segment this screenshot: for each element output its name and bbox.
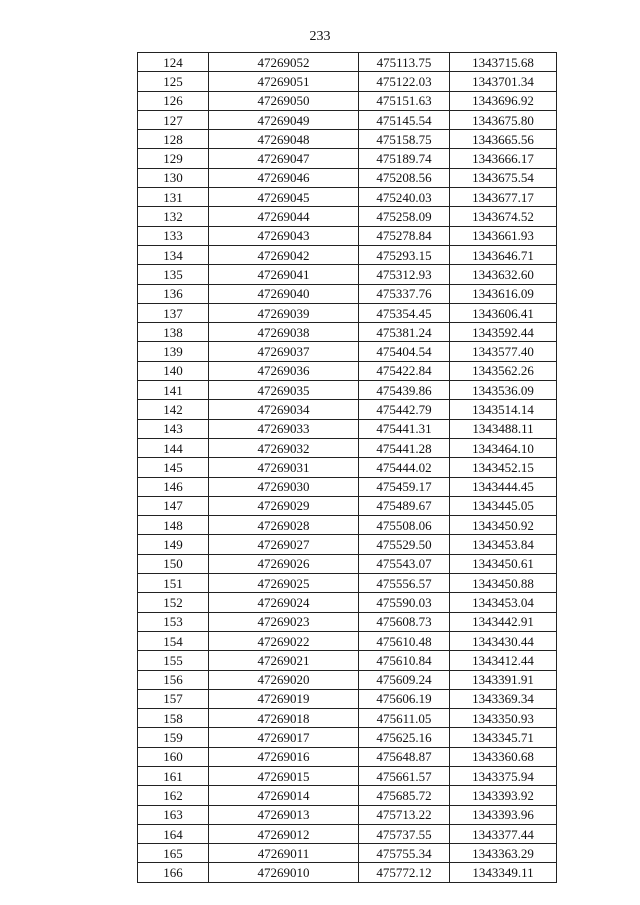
point-id-cell: 47269027 [209, 535, 359, 554]
point-id-cell: 47269035 [209, 381, 359, 400]
point-number-cell: 151 [138, 574, 209, 593]
table-row [138, 689, 557, 708]
y-coordinate-cell: 1343488.11 [450, 419, 557, 438]
y-coordinate-cell: 1343445.05 [450, 496, 557, 515]
point-number-cell: 163 [138, 805, 209, 824]
y-coordinate-cell: 1343665.56 [450, 130, 557, 149]
point-number-cell: 132 [138, 207, 209, 226]
table-row [138, 188, 557, 207]
point-number-cell: 165 [138, 844, 209, 863]
y-coordinate-cell: 1343562.26 [450, 361, 557, 380]
x-coordinate-cell: 475489.67 [359, 496, 450, 515]
y-coordinate-cell: 1343360.68 [450, 747, 557, 766]
table-row [138, 786, 557, 805]
point-id-cell: 47269044 [209, 207, 359, 226]
page-number: 233 [309, 29, 331, 44]
x-coordinate-cell: 475113.75 [359, 53, 450, 72]
x-coordinate-cell: 475648.87 [359, 747, 450, 766]
y-coordinate-cell: 1343377.44 [450, 824, 557, 843]
table-row [138, 612, 557, 631]
x-coordinate-cell: 475151.63 [359, 91, 450, 110]
table-row [138, 747, 557, 766]
point-number-cell: 140 [138, 361, 209, 380]
y-coordinate-cell: 1343661.93 [450, 226, 557, 245]
point-id-cell: 47269012 [209, 824, 359, 843]
x-coordinate-cell: 475713.22 [359, 805, 450, 824]
point-number-cell: 128 [138, 130, 209, 149]
point-number-cell: 164 [138, 824, 209, 843]
point-number-cell: 154 [138, 631, 209, 650]
table-row [138, 361, 557, 380]
y-coordinate-cell: 1343450.61 [450, 554, 557, 573]
point-id-cell: 47269031 [209, 458, 359, 477]
x-coordinate-cell: 475543.07 [359, 554, 450, 573]
point-id-cell: 47269016 [209, 747, 359, 766]
point-id-cell: 47269013 [209, 805, 359, 824]
table-row [138, 670, 557, 689]
y-coordinate-cell: 1343349.11 [450, 863, 557, 882]
point-number-cell: 145 [138, 458, 209, 477]
point-id-cell: 47269050 [209, 91, 359, 110]
y-coordinate-cell: 1343452.15 [450, 458, 557, 477]
y-coordinate-cell: 1343393.92 [450, 786, 557, 805]
x-coordinate-cell: 475337.76 [359, 284, 450, 303]
point-number-cell: 135 [138, 265, 209, 284]
x-coordinate-cell: 475610.48 [359, 631, 450, 650]
table-row [138, 651, 557, 670]
x-coordinate-cell: 475240.03 [359, 188, 450, 207]
point-number-cell: 148 [138, 516, 209, 535]
x-coordinate-cell: 475422.84 [359, 361, 450, 380]
table-row [138, 381, 557, 400]
table-row [138, 728, 557, 747]
point-number-cell: 166 [138, 863, 209, 882]
y-coordinate-cell: 1343464.10 [450, 438, 557, 457]
x-coordinate-cell: 475258.09 [359, 207, 450, 226]
x-coordinate-cell: 475608.73 [359, 612, 450, 631]
x-coordinate-cell: 475508.06 [359, 516, 450, 535]
x-coordinate-cell: 475441.31 [359, 419, 450, 438]
x-coordinate-cell: 475404.54 [359, 342, 450, 361]
x-coordinate-cell: 475661.57 [359, 766, 450, 785]
x-coordinate-cell: 475737.55 [359, 824, 450, 843]
y-coordinate-cell: 1343536.09 [450, 381, 557, 400]
table-row [138, 303, 557, 322]
y-coordinate-cell: 1343675.80 [450, 110, 557, 129]
x-coordinate-cell: 475158.75 [359, 130, 450, 149]
point-id-cell: 47269041 [209, 265, 359, 284]
point-id-cell: 47269043 [209, 226, 359, 245]
table-row [138, 245, 557, 264]
x-coordinate-cell: 475610.84 [359, 651, 450, 670]
point-id-cell: 47269015 [209, 766, 359, 785]
point-id-cell: 47269023 [209, 612, 359, 631]
point-number-cell: 137 [138, 303, 209, 322]
x-coordinate-cell: 475122.03 [359, 72, 450, 91]
y-coordinate-cell: 1343606.41 [450, 303, 557, 322]
table-row [138, 805, 557, 824]
point-number-cell: 152 [138, 593, 209, 612]
point-id-cell: 47269037 [209, 342, 359, 361]
y-coordinate-cell: 1343616.09 [450, 284, 557, 303]
point-id-cell: 47269033 [209, 419, 359, 438]
point-id-cell: 47269020 [209, 670, 359, 689]
table-row [138, 593, 557, 612]
point-number-cell: 130 [138, 168, 209, 187]
table-row [138, 419, 557, 438]
point-number-cell: 156 [138, 670, 209, 689]
table-row [138, 574, 557, 593]
coordinates-table [137, 52, 557, 883]
point-id-cell: 47269047 [209, 149, 359, 168]
x-coordinate-cell: 475606.19 [359, 689, 450, 708]
y-coordinate-cell: 1343646.71 [450, 245, 557, 264]
table-row [138, 91, 557, 110]
point-id-cell: 47269019 [209, 689, 359, 708]
point-id-cell: 47269051 [209, 72, 359, 91]
y-coordinate-cell: 1343450.92 [450, 516, 557, 535]
table-row [138, 323, 557, 342]
x-coordinate-cell: 475444.02 [359, 458, 450, 477]
point-id-cell: 47269014 [209, 786, 359, 805]
point-number-cell: 126 [138, 91, 209, 110]
x-coordinate-cell: 475459.17 [359, 477, 450, 496]
x-coordinate-cell: 475208.56 [359, 168, 450, 187]
point-id-cell: 47269021 [209, 651, 359, 670]
point-id-cell: 47269022 [209, 631, 359, 650]
y-coordinate-cell: 1343363.29 [450, 844, 557, 863]
point-number-cell: 136 [138, 284, 209, 303]
point-number-cell: 141 [138, 381, 209, 400]
x-coordinate-cell: 475611.05 [359, 709, 450, 728]
point-id-cell: 47269038 [209, 323, 359, 342]
y-coordinate-cell: 1343450.88 [450, 574, 557, 593]
y-coordinate-cell: 1343430.44 [450, 631, 557, 650]
table-row [138, 342, 557, 361]
table-row [138, 477, 557, 496]
point-id-cell: 47269034 [209, 400, 359, 419]
table-row [138, 207, 557, 226]
point-number-cell: 124 [138, 53, 209, 72]
y-coordinate-cell: 1343393.96 [450, 805, 557, 824]
table-row [138, 458, 557, 477]
point-number-cell: 159 [138, 728, 209, 747]
x-coordinate-cell: 475625.16 [359, 728, 450, 747]
point-number-cell: 139 [138, 342, 209, 361]
x-coordinate-cell: 475312.93 [359, 265, 450, 284]
point-id-cell: 47269030 [209, 477, 359, 496]
point-number-cell: 144 [138, 438, 209, 457]
x-coordinate-cell: 475755.34 [359, 844, 450, 863]
point-number-cell: 125 [138, 72, 209, 91]
x-coordinate-cell: 475609.24 [359, 670, 450, 689]
table-row [138, 438, 557, 457]
point-number-cell: 161 [138, 766, 209, 785]
table-row [138, 265, 557, 284]
x-coordinate-cell: 475278.84 [359, 226, 450, 245]
x-coordinate-cell: 475556.57 [359, 574, 450, 593]
y-coordinate-cell: 1343453.04 [450, 593, 557, 612]
point-number-cell: 150 [138, 554, 209, 573]
point-number-cell: 143 [138, 419, 209, 438]
point-id-cell: 47269028 [209, 516, 359, 535]
table-row [138, 400, 557, 419]
point-id-cell: 47269045 [209, 188, 359, 207]
y-coordinate-cell: 1343345.71 [450, 728, 557, 747]
point-number-cell: 142 [138, 400, 209, 419]
x-coordinate-cell: 475439.86 [359, 381, 450, 400]
table-row [138, 766, 557, 785]
y-coordinate-cell: 1343444.45 [450, 477, 557, 496]
point-id-cell: 47269036 [209, 361, 359, 380]
point-number-cell: 138 [138, 323, 209, 342]
point-id-cell: 47269029 [209, 496, 359, 515]
point-number-cell: 134 [138, 245, 209, 264]
point-id-cell: 47269052 [209, 53, 359, 72]
table-row [138, 554, 557, 573]
table-row [138, 72, 557, 91]
x-coordinate-cell: 475189.74 [359, 149, 450, 168]
x-coordinate-cell: 475145.54 [359, 110, 450, 129]
point-id-cell: 47269026 [209, 554, 359, 573]
table-row [138, 149, 557, 168]
y-coordinate-cell: 1343715.68 [450, 53, 557, 72]
point-number-cell: 129 [138, 149, 209, 168]
y-coordinate-cell: 1343666.17 [450, 149, 557, 168]
x-coordinate-cell: 475441.28 [359, 438, 450, 457]
y-coordinate-cell: 1343674.52 [450, 207, 557, 226]
point-number-cell: 127 [138, 110, 209, 129]
point-id-cell: 47269025 [209, 574, 359, 593]
table-row [138, 496, 557, 515]
point-id-cell: 47269011 [209, 844, 359, 863]
point-number-cell: 131 [138, 188, 209, 207]
x-coordinate-cell: 475293.15 [359, 245, 450, 264]
table-row [138, 844, 557, 863]
point-number-cell: 155 [138, 651, 209, 670]
x-coordinate-cell: 475685.72 [359, 786, 450, 805]
table-row [138, 130, 557, 149]
y-coordinate-cell: 1343350.93 [450, 709, 557, 728]
point-number-cell: 149 [138, 535, 209, 554]
y-coordinate-cell: 1343514.14 [450, 400, 557, 419]
point-id-cell: 47269040 [209, 284, 359, 303]
y-coordinate-cell: 1343632.60 [450, 265, 557, 284]
y-coordinate-cell: 1343375.94 [450, 766, 557, 785]
table-row [138, 516, 557, 535]
x-coordinate-cell: 475354.45 [359, 303, 450, 322]
y-coordinate-cell: 1343675.54 [450, 168, 557, 187]
table-row [138, 110, 557, 129]
point-number-cell: 153 [138, 612, 209, 631]
table-row [138, 709, 557, 728]
point-number-cell: 160 [138, 747, 209, 766]
point-id-cell: 47269039 [209, 303, 359, 322]
point-id-cell: 47269032 [209, 438, 359, 457]
point-number-cell: 147 [138, 496, 209, 515]
x-coordinate-cell: 475442.79 [359, 400, 450, 419]
point-number-cell: 157 [138, 689, 209, 708]
y-coordinate-cell: 1343701.34 [450, 72, 557, 91]
point-id-cell: 47269049 [209, 110, 359, 129]
table-row [138, 631, 557, 650]
point-id-cell: 47269018 [209, 709, 359, 728]
y-coordinate-cell: 1343592.44 [450, 323, 557, 342]
point-id-cell: 47269046 [209, 168, 359, 187]
table-row [138, 53, 557, 72]
y-coordinate-cell: 1343442.91 [450, 612, 557, 631]
y-coordinate-cell: 1343696.92 [450, 91, 557, 110]
point-id-cell: 47269042 [209, 245, 359, 264]
coordinates-table-body [138, 53, 557, 883]
y-coordinate-cell: 1343577.40 [450, 342, 557, 361]
point-number-cell: 162 [138, 786, 209, 805]
x-coordinate-cell: 475529.50 [359, 535, 450, 554]
y-coordinate-cell: 1343369.34 [450, 689, 557, 708]
table-row [138, 226, 557, 245]
table-row [138, 284, 557, 303]
table-row [138, 535, 557, 554]
point-number-cell: 133 [138, 226, 209, 245]
table-row [138, 824, 557, 843]
x-coordinate-cell: 475590.03 [359, 593, 450, 612]
table-row [138, 168, 557, 187]
y-coordinate-cell: 1343391.91 [450, 670, 557, 689]
y-coordinate-cell: 1343677.17 [450, 188, 557, 207]
point-number-cell: 158 [138, 709, 209, 728]
point-number-cell: 146 [138, 477, 209, 496]
x-coordinate-cell: 475381.24 [359, 323, 450, 342]
point-id-cell: 47269024 [209, 593, 359, 612]
point-id-cell: 47269048 [209, 130, 359, 149]
x-coordinate-cell: 475772.12 [359, 863, 450, 882]
y-coordinate-cell: 1343453.84 [450, 535, 557, 554]
point-id-cell: 47269017 [209, 728, 359, 747]
table-row [138, 863, 557, 882]
y-coordinate-cell: 1343412.44 [450, 651, 557, 670]
point-id-cell: 47269010 [209, 863, 359, 882]
